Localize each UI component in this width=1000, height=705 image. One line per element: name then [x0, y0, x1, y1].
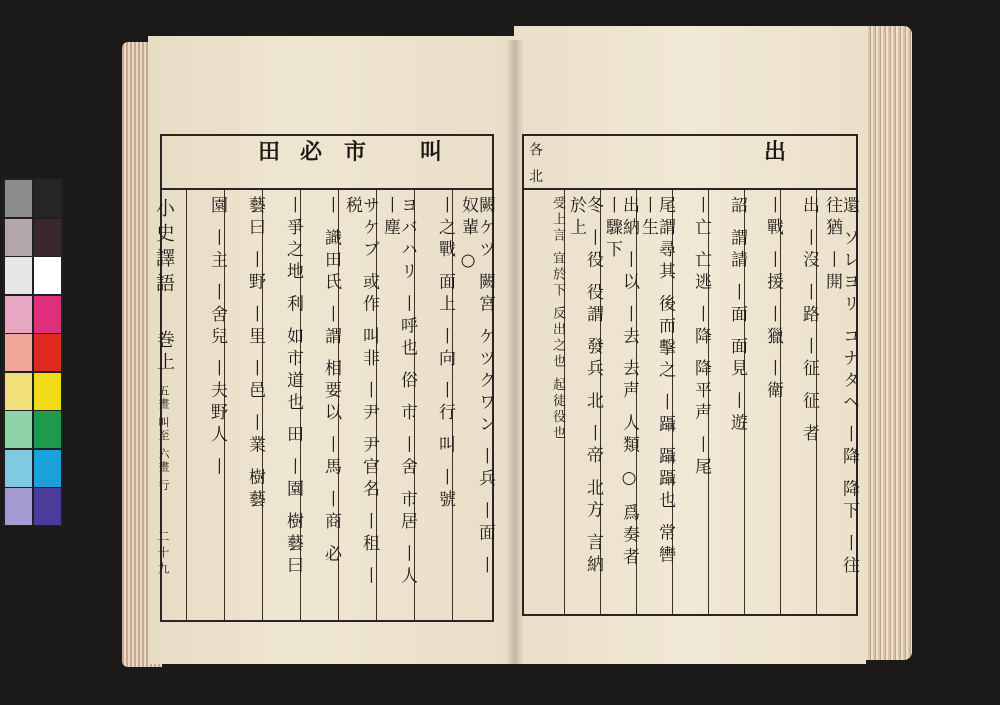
left-column — [186, 190, 225, 620]
right-header-box — [522, 134, 858, 190]
color-swatch — [34, 373, 61, 410]
left-column — [262, 190, 301, 620]
column-text: 受上言 宜於下 反出之也 起徒役也 — [550, 196, 565, 442]
left-column — [414, 190, 453, 620]
right-column — [526, 190, 564, 614]
left-header-char: 叫 — [420, 139, 443, 165]
left-column — [224, 190, 263, 620]
right-column — [744, 190, 781, 614]
column-text: 出 丨沒 丨路 丨征 征 者 — [799, 196, 819, 447]
left-column — [376, 190, 415, 620]
color-swatch — [5, 488, 32, 525]
right-column — [672, 190, 709, 614]
column-text: 闕ケツ 闕宮 ケツクワン 丨兵 丨面 丨 奴輩 ○ — [458, 196, 495, 579]
color-swatch — [5, 450, 32, 487]
book-title: 小史譯語 — [153, 198, 175, 298]
color-swatch — [5, 373, 32, 410]
column-text: 藝曰 丨野 丨里 丨邑 丨業 樹藝 — [245, 196, 265, 513]
column-text: 丨之戰 面上 丨向 丨行 叫 丨號 — [435, 196, 455, 513]
color-swatch — [5, 296, 32, 333]
left-header-char: 田 — [258, 139, 281, 165]
column-text: 還 ソレヨリ コナタヘ 丨降 降下 丨往 往猶 丨開 — [822, 196, 859, 579]
left-column — [338, 190, 377, 620]
section-range: 五畫 叫至 六畫 行 — [157, 385, 170, 493]
column-text: 丨亡 亡逃 丨降 降平声 丨尾 — [691, 196, 711, 480]
left-header-box — [160, 134, 494, 190]
color-swatch — [34, 257, 61, 294]
left-header-char: 必 — [300, 139, 323, 165]
column-text: 丨戰 丨援 丨獵 丨衛 — [763, 196, 783, 404]
left-text-frame — [160, 188, 494, 622]
column-text: 園 丨主 丨舍兒 丨夫野人 丨 — [207, 196, 227, 480]
right-column — [600, 190, 637, 614]
right-column — [780, 190, 817, 614]
color-swatch — [34, 411, 61, 448]
column-text: 丨 識田氏 丨謂 相要以 丨馬 丨商 必 — [321, 196, 341, 567]
right-column — [708, 190, 745, 614]
column-text: 丨爭之地 利 如市道也 田 丨園 樹藝曰 — [283, 196, 303, 579]
color-swatch — [34, 180, 61, 217]
color-swatch — [34, 219, 61, 256]
page-number: 二十九 — [156, 530, 170, 578]
color-swatch — [34, 488, 61, 525]
color-swatch — [34, 296, 61, 333]
column-text: サケブ 或作 叫非 丨尹 尹官名 丨租 丨税 — [342, 196, 379, 589]
color-swatch — [34, 450, 61, 487]
right-column — [636, 190, 673, 614]
right-text-frame — [522, 188, 858, 616]
column-text: 出納 丨以 丨去 去声 人類 ○ 爲奏者 丨驟下 — [602, 196, 639, 570]
left-column — [300, 190, 339, 620]
column-text: 冬 丨役 役謂 發兵 北 丨帝 北方 言納於上 — [566, 196, 603, 577]
left-column — [452, 190, 493, 620]
color-swatch — [5, 334, 32, 371]
volume-label: 巻上 — [154, 330, 175, 374]
color-swatch — [5, 257, 32, 294]
side-note: 各 北 — [527, 142, 543, 187]
color-swatch — [5, 180, 32, 217]
column-text: 尾謂尋其 後而擊之 丨躡 躡躡也 常轡 丨生 — [638, 196, 675, 568]
color-swatch — [34, 334, 61, 371]
column-text: ヨバハリ 丨呼也 俗 市 丨舍 市居 丨人 丨塵 — [380, 196, 417, 589]
right-column — [816, 190, 857, 614]
right-column — [564, 190, 601, 614]
column-text: 詔 謂請 丨面 面見 丨遊 — [727, 196, 747, 436]
left-header-char: 市 — [344, 139, 367, 165]
color-swatch — [5, 411, 32, 448]
color-calibration-card — [3, 178, 63, 526]
color-swatch — [5, 219, 32, 256]
right-header-char: 出 — [764, 139, 787, 165]
